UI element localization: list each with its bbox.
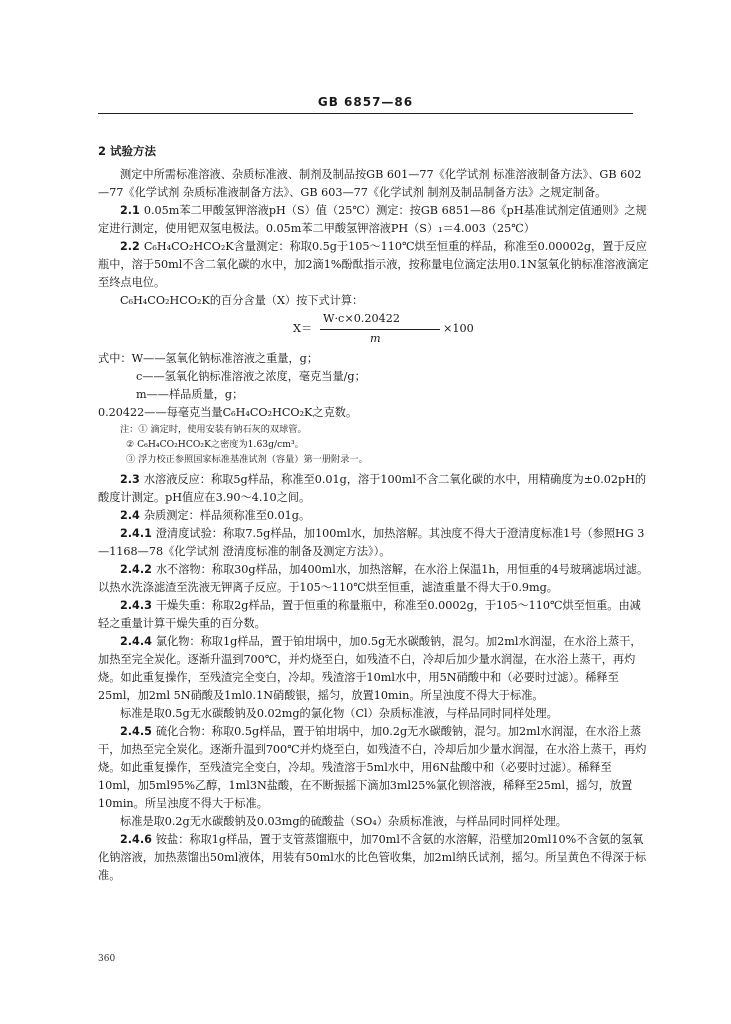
standard-statement: 标准是取0.2g无水碳酸钠及0.03mg的硫酸盐（SO₄）杂质标准液，与样品同时同样处理。 (120, 815, 567, 828)
intro-paragraph: 测定中所需标准溶液、杂质标准液、制剂及制品按GB 601—77《化学试剂 标准溶液制备方法》、GB 602—77《化学试剂 杂质标准液制备方法》、GB 603—77《化学试剂 制剂及制品制备方法》之规定制备。 (98, 168, 642, 199)
clause-text: 杂质测定：样品须称准至0.01g。 (143, 509, 311, 522)
clause-text: C₆H₄CO₂HCO₂K含量测定：称取0.5g于105～110℃烘至恒重的样品，称准至0.00002g，置于反应瓶中，溶于50ml不含二氧化碳的水中，加2滴1%酚酞指示液，按称量电位滴定法用0.1N氢氧化钠标准溶液滴定至终点电位。 (98, 240, 649, 289)
clause-text: 氯化物：称取1g样品，置于铂坩埚中，加0.5g无水碳酸钠，混匀。加2ml水润湿，在水浴上蒸干，加热至完全炭化。逐渐升温到700℃，并灼烧至白，如残渣不白，冷却后加少量水润湿，在水浴上蒸干，再灼烧。如此重复操作，至残渣完全变白，冷却。残渣溶于10ml水中，用5N硝酸中和（必要时过滤）。稀释至25ml，加2ml 5N硝酸及1ml0.1N硝酸银，摇匀，放置10min。所呈浊度不得大于标准。 (98, 635, 642, 702)
document-body (98, 142, 650, 885)
running-header: GB 6857—86 (317, 95, 414, 109)
section-title: 2 试验方法 (98, 144, 157, 158)
clause-2-4-4 (98, 633, 650, 705)
formula-lhs: X＝ (293, 322, 313, 335)
clause-2-2 (98, 238, 650, 292)
variable-definition: 0.20422——每毫克当量C₆H₄CO₂HCO₂K之克数。 (98, 406, 358, 419)
formula-label: C₆H₄CO₂HCO₂K的百分含量（X）按下式计算： (120, 294, 364, 307)
clause-number: 2.4.6 (120, 833, 152, 846)
clause-2-4-3 (98, 597, 650, 633)
clause-2-4 (98, 507, 650, 525)
clause-number: 2.2 (120, 240, 140, 253)
note-item: ③ 浮力校正参照国家标准基准试剂（容量）第一册附录一。 (126, 454, 368, 465)
clause-number: 2.4.2 (120, 563, 152, 576)
clause-2-4-2 (98, 561, 650, 597)
clause-text: 水不溶物：称取30g样品，加400ml水，加热溶解，在水浴上保温1h，用恒重的4号玻璃滤埚过滤。以热水洗涤滤渣至洗液无钾离子反应。于105～110℃烘至恒重，滤渣重量不得大于0.9mg。 (98, 563, 649, 594)
clause-number: 2.4.3 (120, 599, 152, 612)
clause-text: 硫化合物：称取0.5g样品，置于铂坩埚中，加0.2g无水碳酸钠，混匀。加2ml水润湿，在水浴上蒸干，加热至完全炭化。逐渐升温到700℃并灼烧至白，如残渣不白，冷却后加少量水润湿，在水浴上蒸干，再灼烧。如此重复操作，至残渣完全变白，冷却。残渣溶于5ml水中，用6N盐酸中和（必要时过滤）。稀释至10ml，加5ml95%乙醇，1ml3N盐酸，在不断振摇下滴加3ml25%氯化钡溶液，稀释至25ml，摇匀，放置10min。所呈浊度不得大于标准。 (98, 725, 647, 810)
clause-text: 干燥失重：称取2g样品，置于恒重的称量瓶中，称准至0.0002g，于105～110℃烘至恒重。由减轻之重量计算干燥失重的百分数。 (98, 599, 641, 630)
clause-2-4-1 (98, 525, 650, 561)
formula-denominator: m (370, 332, 381, 345)
clause-number: 2.4.1 (120, 527, 152, 540)
variable-definition: m——样品质量，g； (136, 388, 244, 401)
clause-2-4-5 (98, 723, 650, 813)
clause-2-1 (98, 202, 650, 238)
formula-multiplier: ×100 (443, 322, 474, 335)
header-rule (98, 113, 633, 114)
note-item: 注：① 滴定时，使用安装有钠石灰的双球管。 (120, 424, 307, 435)
formula (98, 310, 650, 350)
clause-text: 铵盐：称取1g样品，置于支管蒸馏瓶中，加70ml不含氨的水溶解，沿壁加20ml10%不含氨的氢氧化钠溶液，加热蒸馏出50ml液体，用装有50ml水的比色管收集，加2ml纳氏试剂，摇匀。所呈黄色不得深于标准。 (98, 833, 647, 882)
variable-definition: 式中：W——氢氧化钠标准溶液之重量，g； (98, 352, 319, 365)
clause-text: 水溶液反应：称取5g样品，称准至0.01g，溶于100ml不含二氧化碳的水中，用精确度为±0.02pH的酸度计测定。pH值应在3.90～4.10之间。 (98, 473, 647, 504)
clause-number: 2.4 (120, 509, 140, 522)
formula-numerator: W·c×0.20422 (323, 312, 400, 325)
standard-statement: 标准是取0.5g无水碳酸钠及0.02mg的氯化物（Cl）杂质标准液，与样品同时同样处理。 (120, 707, 558, 720)
page-number: 360 (98, 954, 116, 964)
clause-number: 2.1 (120, 204, 140, 217)
clause-number: 2.4.4 (120, 635, 152, 648)
clause-2-3 (98, 471, 650, 507)
clause-text: 0.05m苯二甲酸氢钾溶液pH（S）值（25℃）测定：按GB 6851—86《pH基准试剂定值通则》之规定进行测定，使用钯双氢电极法。0.05m苯二甲酸氢钾溶液PH（S）₁＝4.003（25℃） (98, 204, 647, 235)
clause-text: 澄清度试验：称取7.5g样品，加100ml水，加热溶解。其浊度不得大于澄清度标准1号（参照HG 3—1168—78《化学试剂 澄清度标准的制备及测定方法》）。 (98, 527, 645, 558)
variable-definition: c——氢氧化钠标准溶液之浓度，毫克当量/g； (136, 370, 366, 383)
clause-number: 2.4.5 (120, 725, 152, 738)
note-item: ② C₆H₄CO₂HCO₂K之密度为1.63g/cm³。 (126, 439, 304, 450)
clause-2-4-6 (98, 831, 650, 885)
clause-number: 2.3 (120, 473, 140, 486)
